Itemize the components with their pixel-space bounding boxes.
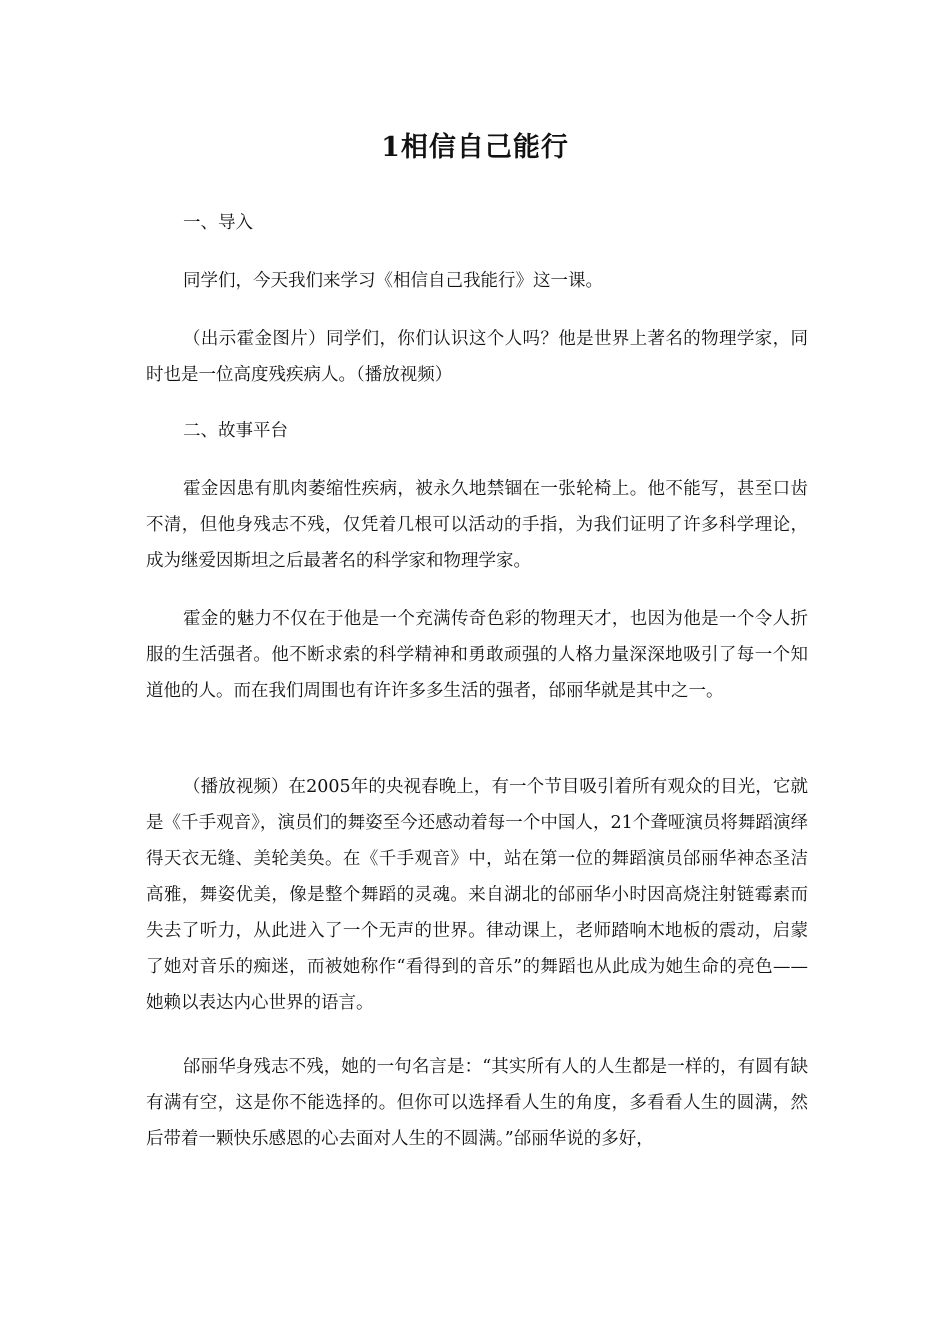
paragraph-intro: 同学们，今天我们来学习《相信自己我能行》这一课。 [183, 271, 603, 291]
section-heading-intro: 一、导入 [183, 213, 253, 233]
paragraph-hawking-picture: （出示霍金图片）同学们，你们认识这个人吗？他是世界上著名的物理学家，同时也是一位高度残疾病人。（播放视频） [146, 329, 808, 385]
section-heading-story: 二、故事平台 [183, 421, 288, 441]
document-title: 1相信自己能行 [381, 132, 569, 163]
paragraph-hawking-story: 霍金因患有肌肉萎缩性疾病，被永久地禁锢在一张轮椅上。他不能写，甚至口齿不清，但他身残志不残，仅凭着几根可以活动的手指，为我们证明了许多科学理论，成为继爱因斯坦之后最著名的科学家和物理学家。 [146, 479, 808, 571]
paragraph-hawking-charm: 霍金的魅力不仅在于他是一个充满传奇色彩的物理天才，也因为他是一个令人折服的生活强者。他不断求索的科学精神和勇敢顽强的人格力量深深地吸引了每一个知道他的人。而在我们周围也有许许多多生活的强者，邰丽华就是其中之一。 [146, 609, 808, 701]
paragraph-tai-lihua-story: （播放视频）在2005年的央视春晚上，有一个节目吸引着所有观众的目光，它就是《千手观音》，演员们的舞姿至今还感动着每一个中国人，21个聋哑演员将舞蹈演绎得天衣无缝、美轮美奂。在《千手观音》中，站在第一位的舞蹈演员邰丽华神态圣洁高雅，舞姿优美，像是整个舞蹈的灵魂。来自湖北的邰丽华小时因高烧注射链霉素而失去了听力，从此进入了一个无声的世界。律动课上，老师踏响木地板的震动，启蒙了她对音乐的痴迷，而被她称作“看得到的音乐”的舞蹈也从此成为她生命的亮色——她赖以表达内心世界的语言。 [146, 777, 808, 1013]
paragraph-tai-lihua-quote: 邰丽华身残志不残，她的一句名言是：“其实所有人的人生都是一样的，有圆有缺有满有空，这是你不能选择的。但你可以选择看人生的角度，多看看人生的圆满，然后带着一颗快乐感恩的心去面对人生的不圆满。”邰丽华说的多好， [146, 1057, 808, 1149]
